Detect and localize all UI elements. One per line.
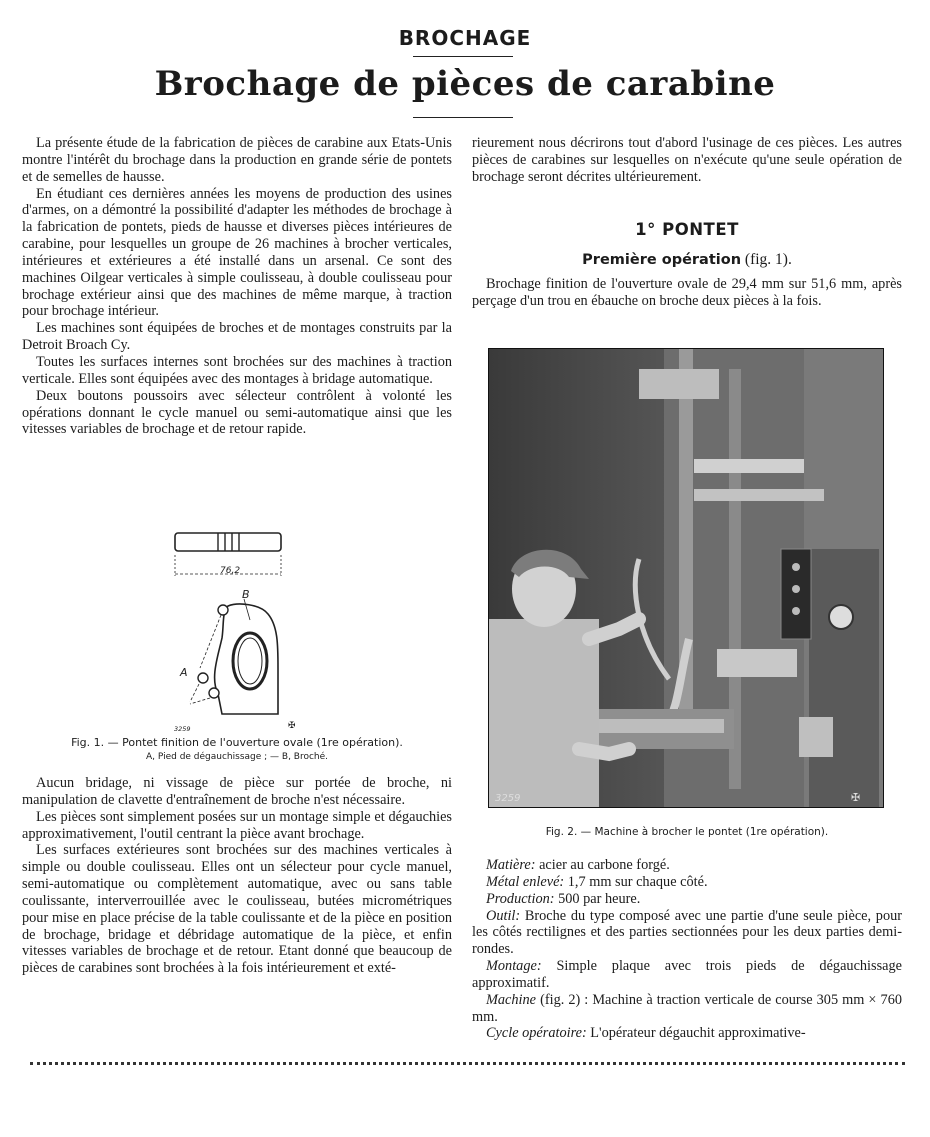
- page-title: Brochage de pièces de carabine: [154, 64, 776, 104]
- spec-label: Cycle opératoire:: [486, 1025, 587, 1042]
- printer-mark: ✠: [288, 721, 296, 731]
- figure-number: 3259: [174, 725, 191, 733]
- dimension-label: 76,2: [220, 566, 241, 576]
- spec-line: [472, 857, 902, 874]
- spec-line: [472, 908, 902, 959]
- figure-1-caption: Fig. 1. — Pontet finition de l'ouverture ovale (1re opération).: [71, 736, 403, 749]
- paragraph: rieurement nous décrirons tout d'abord l'usinage de ces pièces. Les autres pièces de carabines sur lesquelles on n'exécute qu'une seule opération de brochage seront décrites ultérieurement.: [472, 135, 902, 185]
- spec-text: Broche du type composé avec une partie d'une seule pièce, pour les côtés rectilignes et des parties sectionnées pour les deux parties demi-rondes.: [472, 907, 902, 958]
- operation-heading-ref: (fig. 1).: [744, 251, 792, 268]
- title-underline: [413, 117, 513, 118]
- paragraph: Les pièces sont simplement posées sur un montage simple et dégauchies approximativement, l'outil centrant la pièce avant brochage.: [22, 808, 452, 842]
- left-column-bottom: [22, 775, 452, 977]
- spec-line: [472, 958, 902, 992]
- spec-label: Production:: [486, 890, 555, 907]
- spec-label: Machine: [486, 991, 537, 1008]
- printer-mark: ✠: [851, 791, 861, 804]
- locating-pin: [218, 605, 228, 615]
- pontet-heading: 1° PONTET: [635, 220, 739, 239]
- section-label: BROCHAGE: [398, 26, 532, 50]
- label-b: B: [242, 588, 250, 601]
- figure-2-number: 3259: [495, 793, 521, 804]
- paragraph: En étudiant ces dernières années les moyens de production des usines d'armes, on a démontré la possibilité d'adapter les méthodes de brochage à la fabrication de pontets, pieds de hausse et diverses pièces intérieures de carabine, pour lesquelles un groupe de 26 machines à brocher verticales, intérieures et extérieures a été installé dans un arsenal. Ce sont des machines Oilgear verticales à simple coulisseau, à double coulisseau pour brochage extérieur ainsi que des machines de même marque, à traction pour brochage intérieur.: [22, 185, 452, 320]
- left-column-top: [22, 135, 452, 438]
- paragraph: Brochage finition de l'ouverture ovale de 29,4 mm sur 51,6 mm, après perçage d'un trou en ébauche on broche deux pièces à la fois.: [472, 276, 902, 309]
- spec-label: Métal enlevé:: [486, 873, 565, 890]
- operation-heading-title: Première opération: [582, 252, 742, 268]
- operation-text-block: [472, 276, 902, 310]
- pontet-top-view: [175, 533, 281, 551]
- spec-label: Montage:: [486, 958, 542, 975]
- spec-label: Outil:: [486, 907, 521, 924]
- spec-line: [472, 874, 902, 891]
- figure-1-drawing: [160, 528, 300, 738]
- spec-line: [472, 891, 902, 908]
- paragraph: La présente étude de la fabrication de pièces de carabine aux Etats-Unis montre l'intérêt du brochage dans la production en grande série de pontets et de semelles de hausse.: [22, 135, 452, 185]
- spec-text: 1,7 mm sur chaque côté.: [564, 873, 708, 890]
- operation-heading: [472, 251, 902, 269]
- spec-line: [472, 1025, 902, 1042]
- control-panel: [781, 549, 811, 639]
- spec-text: acier au carbone forgé.: [535, 857, 670, 873]
- spec-line: [472, 992, 902, 1026]
- locating-pin: [209, 688, 219, 698]
- machine-photo: [488, 348, 884, 808]
- header-rule: [413, 56, 513, 57]
- footer-dotted-rule: [30, 1062, 905, 1065]
- paragraph: Les surfaces extérieures sont brochées sur des machines verticales à simple ou double coulisseau. Elles ont un sélecteur pour cycle manuel, semi-automatique ou complètement automatique, avec ou sans table coulissante, interverrouillée avec le coulisseau, butées micrométriques pour mise en place précise de la table coulissante et de la pièce en position de brochage, bridage et débridage automatique de la pièce, et enfin vitesses variables de brochage et de retour. Etant donné que beaucoup de pièces de carabines sont brochées à la fois intérieurement et exté-: [22, 842, 452, 977]
- spec-label: Matière:: [486, 857, 536, 873]
- machine-photo-illustration: [489, 349, 883, 807]
- paragraph: Aucun bridage, ni vissage de pièce sur portée de broche, ni manipulation de clavette d'entraînement de broche n'est nécessaire.: [22, 775, 452, 808]
- operator-body: [489, 619, 599, 807]
- figure-2-caption: Fig. 2. — Machine à brocher le pontet (1re opération).: [545, 826, 829, 838]
- spec-text: 500 par heure.: [554, 890, 641, 907]
- specifications: [472, 857, 902, 1042]
- paragraph: Les machines sont équipées de broches et de montages construits par la Detroit Broach Cy.: [22, 320, 452, 354]
- right-column-top: [472, 135, 902, 186]
- label-a: A: [180, 666, 188, 679]
- locating-pin: [198, 673, 208, 683]
- spec-text: L'opérateur dégauchit approximative-: [586, 1025, 806, 1042]
- paragraph: Toutes les surfaces internes sont brochées sur des machines à traction verticale. Elles sont équipées avec des montages à bridage automatique.: [22, 353, 452, 387]
- spec-text: Simple plaque avec trois pieds de dégauchissage approximatif.: [472, 958, 902, 991]
- figure-1-subcaption: A, Pied de dégauchissage ; — B, Broché.: [145, 752, 329, 762]
- gauge: [829, 605, 853, 629]
- pontet-side-view: [215, 604, 278, 714]
- paragraph: Deux boutons poussoirs avec sélecteur contrôlent à volonté les opérations donnant le cycle manuel ou semi-automatique ainsi que les vitesses variables de brochage et de retour rapide.: [22, 387, 452, 438]
- spec-text: (fig. 2) : Machine à traction verticale de course 305 mm × 760 mm.: [472, 991, 902, 1025]
